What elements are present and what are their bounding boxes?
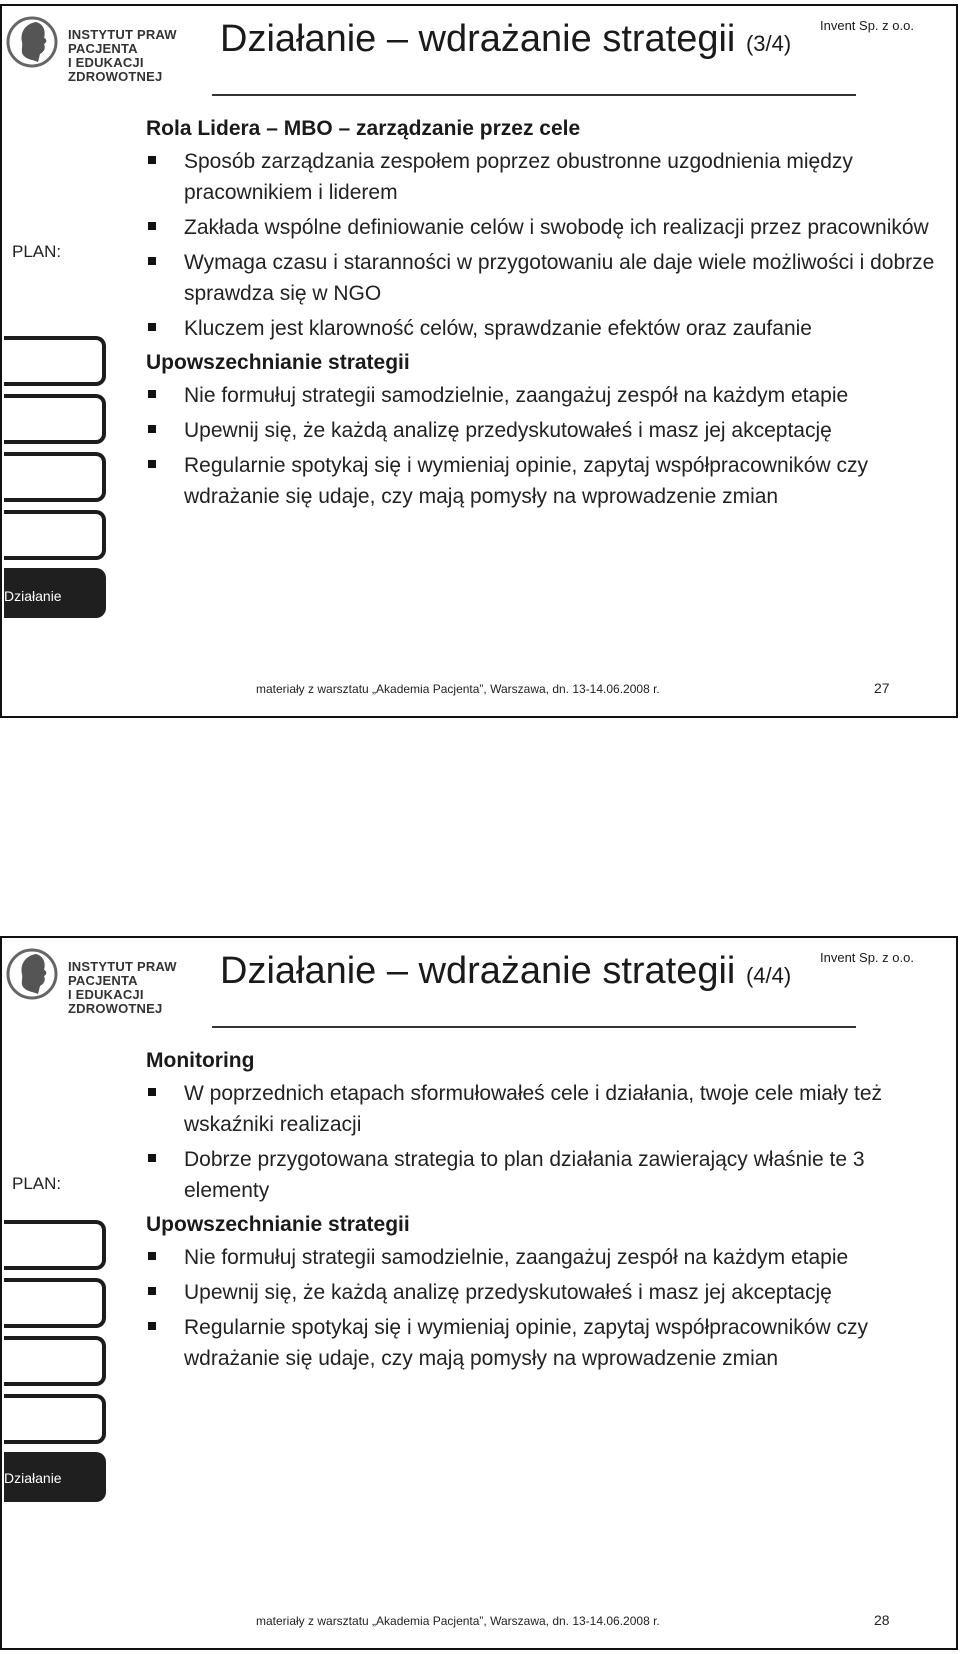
slide-title: [220, 950, 791, 993]
bullet-item: Sposób zarządzania zespołem poprzez obustronne uzgodnienia między pracownikiem i liderem: [146, 146, 946, 208]
slide-title: [220, 18, 791, 61]
bullet-item: W poprzednich etapach sformułowałeś cele i działania, twoje cele miały też wskaźniki realizacji: [146, 1078, 946, 1140]
section-heading-monitoring: Monitoring: [146, 1049, 255, 1072]
slide-27: [0, 4, 958, 718]
slide-footer: materiały z warsztatu „Akademia Pacjenta”, Warszawa, dn. 13-14.06.2008 r.: [256, 682, 660, 696]
side-tab-3: [4, 452, 106, 502]
bullet-square-icon: [148, 390, 156, 398]
bullet-square-icon: [148, 1154, 156, 1162]
bullet-square-icon: [148, 222, 156, 230]
bullet-item: Nie formułuj strategii samodzielnie, zaangażuj zespół na każdym etapie: [146, 1242, 946, 1273]
side-tab-4: [4, 510, 106, 560]
slide-footer: materiały z warsztatu „Akademia Pacjenta”, Warszawa, dn. 13-14.06.2008 r.: [256, 1614, 660, 1628]
title-divider: [212, 94, 856, 96]
bullet-item: Dobrze przygotowana strategia to plan działania zawierający właśnie te 3 elementy: [146, 1144, 946, 1206]
bullet-item: Zakłada wspólne definiowanie celów i swobodę ich realizacji przez pracowników: [146, 212, 946, 243]
title-text: Działanie – wdrażanie strategii: [220, 950, 736, 992]
title-count: (4/4): [745, 963, 792, 988]
bullet-square-icon: [148, 460, 156, 468]
bullet-square-icon: [148, 1287, 156, 1295]
bullet-item: Regularnie spotykaj się i wymieniaj opinie, zapytaj współpracowników czy wdrażanie się udaje, czy mają pomysły na wprowadzenie zmian: [146, 1312, 946, 1374]
plan-label: PLAN:: [12, 242, 62, 261]
title-text: Działanie – wdrażanie strategii: [220, 18, 736, 60]
bullet-square-icon: [148, 1322, 156, 1330]
bullet-square-icon: [148, 156, 156, 164]
page-number: 27: [874, 680, 890, 696]
slide-content: [146, 1046, 946, 1378]
bullet-square-icon: [148, 1088, 156, 1096]
profile-head-icon: [6, 16, 64, 68]
page-number: 28: [874, 1612, 890, 1628]
bullet-square-icon: [148, 1252, 156, 1260]
institute-logo: [6, 16, 211, 84]
company-name: Invent Sp. z o.o.: [820, 950, 914, 965]
side-tab-1: [4, 336, 106, 386]
bullet-item: Kluczem jest klarowność celów, sprawdzanie efektów oraz zaufanie: [146, 313, 946, 344]
side-tab-1: [4, 1220, 106, 1270]
side-tab-active-label: Działanie: [4, 1470, 62, 1486]
bullet-square-icon: [148, 323, 156, 331]
title-divider: [212, 1026, 856, 1028]
bullet-item: Upewnij się, że każdą analizę przedyskutowałeś i masz jej akceptację: [146, 415, 946, 446]
section-heading-dissemination: Upowszechnianie strategii: [146, 351, 410, 374]
bullet-item: Nie formułuj strategii samodzielnie, zaangażuj zespół na każdym etapie: [146, 380, 946, 411]
logo-text-line2: I EDUKACJI ZDROWOTNEJ: [68, 987, 163, 1016]
side-tab-2: [4, 394, 106, 444]
section-heading-dissemination: Upowszechnianie strategii: [146, 1213, 410, 1236]
section-heading-mbo: Rola Lidera – MBO – zarządzanie przez cele: [146, 117, 581, 140]
logo-text-line2: I EDUKACJI ZDROWOTNEJ: [68, 55, 163, 84]
bullet-square-icon: [148, 257, 156, 265]
bullet-item: Wymaga czasu i staranności w przygotowaniu ale daje wiele możliwości i dobrze sprawdza się w NGO: [146, 247, 946, 309]
profile-head-icon: [6, 948, 64, 1000]
plan-label: PLAN:: [12, 1174, 62, 1193]
logo-text-line1: INSTYTUT PRAW PACJENTA: [68, 959, 177, 988]
institute-logo: [6, 948, 211, 1016]
company-name: Invent Sp. z o.o.: [820, 18, 914, 33]
side-tab-4: [4, 1394, 106, 1444]
side-tab-active-label: Działanie: [4, 588, 62, 604]
side-tab-2: [4, 1278, 106, 1328]
bullet-item: Regularnie spotykaj się i wymieniaj opinie, zapytaj współpracowników czy wdrażanie się udaje, czy mają pomysły na wprowadzenie zmian: [146, 450, 946, 512]
logo-text-line1: INSTYTUT PRAW PACJENTA: [68, 27, 177, 56]
slide-28: [0, 936, 958, 1650]
bullet-square-icon: [148, 425, 156, 433]
side-tab-3: [4, 1336, 106, 1386]
slide-content: [146, 114, 946, 516]
title-count: (3/4): [745, 31, 792, 56]
bullet-item: Upewnij się, że każdą analizę przedyskutowałeś i masz jej akceptację: [146, 1277, 946, 1308]
